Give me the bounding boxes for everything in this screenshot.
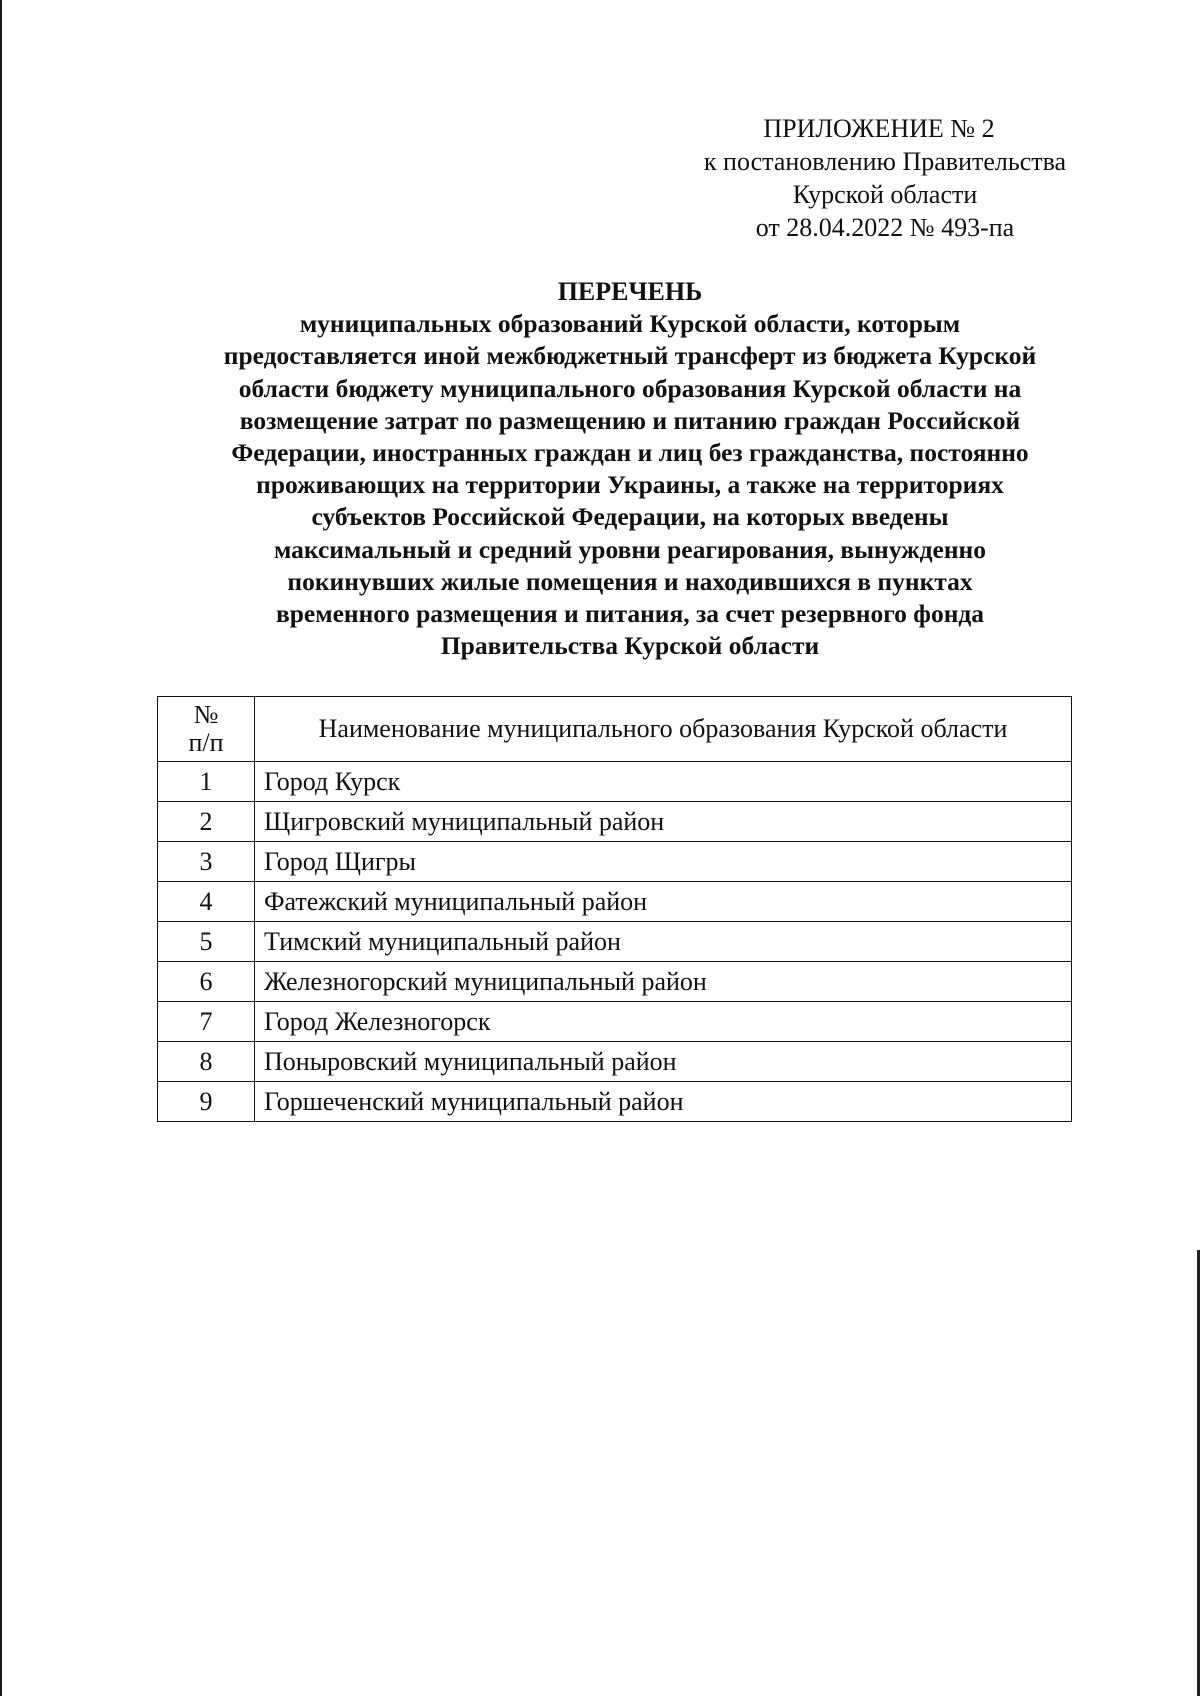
row-municipality-name: Тимский муниципальный район [255,922,1072,962]
title-line: муниципальных образований Курской области, которым [299,309,961,339]
row-number: 9 [158,1082,255,1122]
header-number-abbrev: п/п [188,728,224,757]
header-number-cell [158,697,255,762]
row-number: 7 [158,1002,255,1042]
document-title [150,276,1110,662]
row-number: 6 [158,962,255,1002]
table-row [158,882,1072,922]
row-municipality-name: Город Железногорск [255,1002,1072,1042]
row-number: 3 [158,842,255,882]
appendix-header [660,112,1110,244]
scan-border-left [0,0,2,1696]
table-row [158,922,1072,962]
row-number: 5 [158,922,255,962]
row-municipality-name: Город Щигры [255,842,1072,882]
row-municipality-name: Железногорский муниципальный район [255,962,1072,1002]
title-line: Правительства Курской области [440,631,820,661]
table-row [158,802,1072,842]
title-line: возмещение затрат по размещению и питанию граждан Российской [239,405,1021,435]
title-line: предоставляется иной межбюджетный трансферт из бюджета Курской [223,341,1037,371]
header-number-sign: № [193,700,219,729]
row-number: 2 [158,802,255,842]
table-row [158,1042,1072,1082]
title-line: максимальный и средний уровни реагирования, вынужденно [273,534,987,564]
table-row [158,962,1072,1002]
appendix-resolution-line: к постановлению Правительства [703,147,1067,176]
table-row [158,1002,1072,1042]
row-municipality-name: Щигровский муниципальный район [255,802,1072,842]
title-line: субъектов Российской Федерации, на которых введены [311,502,949,532]
row-number: 1 [158,762,255,802]
table-row [158,762,1072,802]
title-line: проживающих на территории Украины, а также на территориях [256,470,1004,500]
title-line: временного размещения и питания, за счет резервного фонда [275,599,985,629]
title-line: покинувших жилые помещения и находившихся в пунктах [287,566,973,596]
appendix-number: ПРИЛОЖЕНИЕ № 2 [763,114,995,143]
row-municipality-name: Фатежский муниципальный район [255,882,1072,922]
title-line: области бюджету муниципального образования Курской области на [238,373,1022,403]
table-row [158,842,1072,882]
appendix-region-line: Курской области [792,180,978,209]
row-municipality-name: Город Курск [255,762,1072,802]
title-heading: ПЕРЕЧЕНЬ [557,277,703,306]
row-number: 8 [158,1042,255,1082]
table-row [158,1082,1072,1122]
title-line: Федерации, иностранных граждан и лиц без гражданства, постоянно [231,438,1029,468]
header-name-cell: Наименование муниципального образования Курской области [255,697,1072,762]
row-number: 4 [158,882,255,922]
municipalities-table [157,696,1072,1122]
row-municipality-name: Поныровский муниципальный район [255,1042,1072,1082]
row-municipality-name: Горшеченский муниципальный район [255,1082,1072,1122]
appendix-date-line: от 28.04.2022 № 493-па [755,213,1015,242]
table-header-row [158,697,1072,762]
